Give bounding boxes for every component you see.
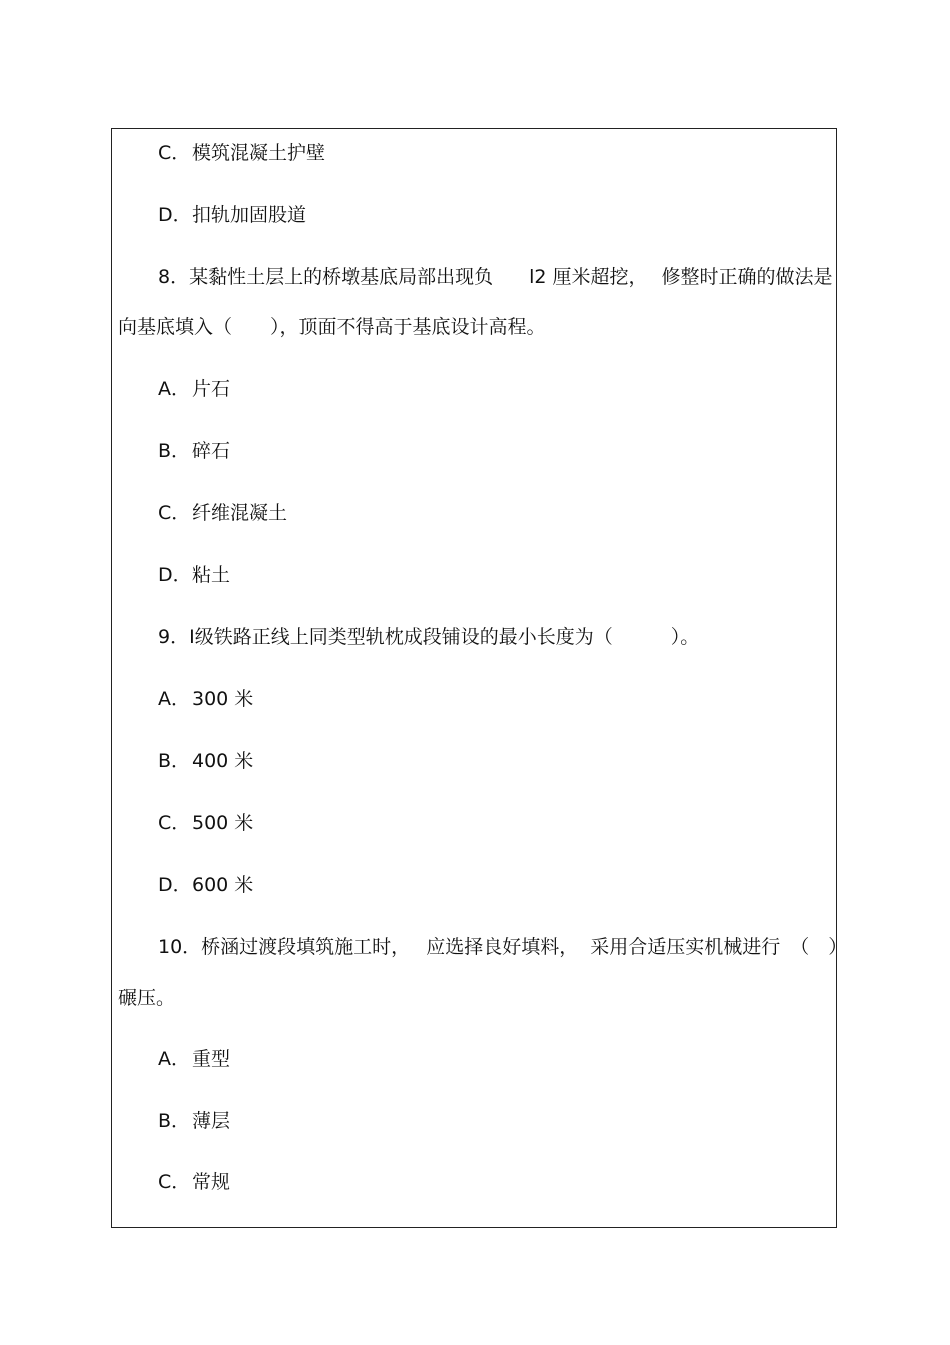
q10-option-a — [158, 1046, 230, 1072]
option-letter: A． — [158, 1048, 190, 1070]
option-letter: D． — [158, 204, 192, 226]
option-text: 常规 — [192, 1171, 231, 1193]
q9-stem-part1: 9．Ⅰ级铁路正线上同类型轨枕成段铺设的最小长度为（ — [158, 626, 613, 648]
q9-option-b — [158, 748, 253, 774]
option-letter: A． — [158, 688, 190, 710]
q10-stem-part2: 应选择良好填料， — [426, 936, 579, 958]
option-letter: C． — [158, 1171, 191, 1193]
option-letter: C． — [158, 142, 191, 164]
q10-stem-line1 — [158, 934, 847, 960]
option-letter: B． — [158, 1110, 191, 1132]
option-text: 模筑混凝土护壁 — [192, 142, 326, 164]
q9-stem — [158, 624, 699, 650]
option-text: 重型 — [192, 1048, 231, 1070]
q9-stem-part2: ）。 — [670, 626, 700, 648]
option-text: 扣轨加固股道 — [192, 204, 307, 226]
option-letter: B． — [158, 750, 191, 772]
q10-stem-line2: 碾压。 — [118, 987, 176, 1009]
q8-option-a — [158, 376, 230, 402]
option-letter: B． — [158, 440, 191, 462]
option-text: 500 米 — [192, 812, 254, 834]
option-text: 纤维混凝土 — [192, 502, 288, 524]
option-text: 粘土 — [192, 564, 231, 586]
option-text: 600 米 — [192, 874, 254, 896]
q10-stem-part3: 采用合适压实机械进行 — [590, 936, 781, 958]
q8-stem-part1: 8．某黏性土层上的桥墩基底局部出现负 — [158, 266, 494, 288]
option-text: 薄层 — [192, 1110, 231, 1132]
q8-option-b — [158, 438, 230, 464]
option-c-prev — [158, 140, 325, 166]
option-letter: D． — [158, 874, 192, 896]
q9-option-c — [158, 810, 253, 836]
q10-option-c — [158, 1169, 230, 1195]
q10-stem-part1: 10．桥涵过渡段填筑施工时， — [158, 936, 411, 958]
option-text: 碎石 — [192, 440, 231, 462]
option-text: 300 米 — [192, 688, 254, 710]
q9-option-a — [158, 686, 253, 712]
q9-option-d — [158, 872, 253, 898]
q8-stem-line1 — [158, 264, 833, 290]
q8-option-d — [158, 562, 230, 588]
q10-option-b — [158, 1108, 230, 1134]
option-text: 片石 — [192, 378, 231, 400]
q8-stem-part3: 修整时正确的做法是 — [661, 266, 833, 288]
option-d-prev — [158, 202, 306, 228]
q8-stem-line2: 向基底填入（ ），顶面不得高于基底设计高程。 — [118, 316, 546, 338]
option-letter: A． — [158, 378, 190, 400]
option-text: 400 米 — [192, 750, 254, 772]
q8-stem-part2: l2 厘米超挖， — [529, 266, 648, 288]
q10-stem-part4: （ ） — [790, 936, 848, 958]
q8-option-c — [158, 500, 287, 526]
option-letter: D． — [158, 564, 192, 586]
option-letter: C． — [158, 502, 191, 524]
option-letter: C． — [158, 812, 191, 834]
